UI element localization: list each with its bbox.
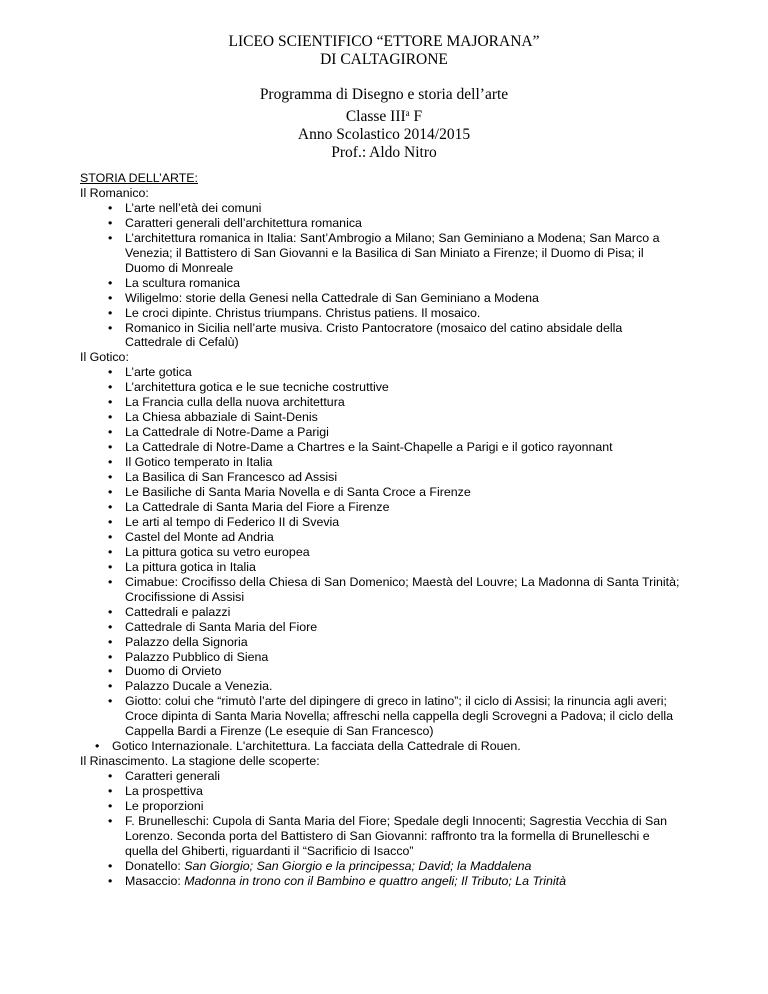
bullet-icon: • bbox=[108, 619, 113, 634]
list-item-text: Palazzo Pubblico di Siena bbox=[125, 649, 269, 664]
bullet-icon: • bbox=[108, 395, 113, 410]
list-item-text: La Chiesa abbaziale di Saint-Denis bbox=[125, 410, 318, 425]
list-item-text: Le Basiliche di Santa Maria Novella e di Santa Croce a Firenze bbox=[125, 485, 471, 500]
bullet-icon: • bbox=[108, 470, 113, 485]
list-item-masaccio: • Masaccio: Madonna in trono con il Bambino e quattro angeli; Il Tributo; La Trinità bbox=[108, 873, 567, 888]
bullet-icon: • bbox=[108, 215, 113, 230]
bullet-icon: • bbox=[108, 499, 113, 514]
section-title: STORIA DELL’ARTE: bbox=[80, 171, 198, 185]
program-header bbox=[0, 86, 768, 162]
program-title: Programma di Disegno e storia dell’arte bbox=[259, 86, 509, 103]
list-item-text: La Francia culla della nuova architettura bbox=[125, 395, 345, 410]
bullet-icon: • bbox=[108, 604, 113, 619]
list-item-text: Palazzo Ducale a Venezia. bbox=[125, 679, 273, 694]
gotico-extra-list bbox=[80, 739, 680, 754]
list-item bbox=[80, 201, 680, 216]
list-item-text: L’arte gotica bbox=[125, 365, 192, 380]
list-item-text: Le proporzioni bbox=[125, 799, 204, 814]
list-item bbox=[80, 545, 680, 560]
bullet-icon: • bbox=[108, 649, 113, 664]
list-item bbox=[80, 799, 680, 814]
list-item-text: Giotto: colui che “rimutò l’arte del dipingere di greco in latino”; il ciclo di Assisi; la rinuncia agli averi; Croce dipinta di Santa Maria Novella; affreschi nella cappella degli Scrovegni a Padova; il ciclo della Cappella Bardi a Firenze (Le esequie di San Francesco) bbox=[125, 694, 674, 739]
list-item bbox=[80, 440, 680, 455]
list-item bbox=[80, 321, 680, 351]
school-year: Anno Scolastico 2014/2015 bbox=[297, 126, 471, 143]
bullet-icon: • bbox=[108, 425, 113, 440]
list-item-donatello: • Donatello: San Giorgio; San Giorgio e la principessa; David; la Maddalena bbox=[108, 858, 532, 873]
bullet-icon: • bbox=[108, 873, 113, 888]
list-item bbox=[80, 664, 680, 679]
gotico-list bbox=[80, 365, 680, 739]
list-item bbox=[80, 530, 680, 545]
list-item-text: L’arte nell’età dei comuni bbox=[125, 200, 262, 215]
bullet-icon: • bbox=[108, 858, 113, 873]
bullet-icon: • bbox=[108, 455, 113, 470]
romanico-list bbox=[80, 201, 680, 351]
list-item-text: La Cattedrale di Notre-Dame a Parigi bbox=[125, 425, 329, 440]
class-label: Classe III$^a$ F bbox=[345, 108, 423, 125]
list-item bbox=[80, 650, 680, 665]
bullet-icon: • bbox=[108, 529, 113, 544]
rinascimento-list bbox=[80, 769, 680, 859]
list-item: • Gotico Internazionale. L'architettura. La facciata della Cattedrale di Rouen. bbox=[95, 739, 521, 754]
list-item-text: Palazzo della Signoria bbox=[125, 634, 248, 649]
bullet-icon: • bbox=[108, 694, 113, 709]
list-item bbox=[80, 620, 680, 635]
bullet-icon: • bbox=[108, 275, 113, 290]
list-item-text: Le arti al tempo di Federico II di Svevia bbox=[125, 514, 340, 529]
list-item-text: Caratteri generali bbox=[125, 769, 221, 784]
list-item-text: La prospettiva bbox=[125, 784, 203, 799]
bullet-icon: • bbox=[108, 813, 113, 828]
bullet-icon: • bbox=[108, 664, 113, 679]
bullet-icon: • bbox=[108, 485, 113, 500]
bullet-icon: • bbox=[108, 799, 113, 814]
list-item bbox=[80, 485, 680, 500]
list-item-text: La pittura gotica in Italia bbox=[125, 559, 256, 574]
list-item-text: Romanico in Sicilia nell’arte musiva. Cristo Pantocratore (mosaico del catino absidale della Cattedrale di Cefalù) bbox=[125, 320, 623, 350]
school-name: LICEO SCIENTIFICO “ETTORE MAJORANA” bbox=[228, 33, 540, 50]
list-item bbox=[80, 306, 680, 321]
list-item bbox=[80, 784, 680, 799]
list-item-text: F. Brunelleschi: Cupola di Santa Maria del Fiore; Spedale degli Innocenti; Sagrestia Vecchia di San Lorenzo. Seconda porta del Battistero di San Giovanni: raffronto tra la formella di Brunelleschi e quella del Ghiberti, riguardanti il “Sacrificio di Isacco” bbox=[125, 813, 668, 858]
bullet-icon: • bbox=[108, 784, 113, 799]
list-item-text: Caratteri generali dell’architettura romanica bbox=[125, 215, 362, 230]
bullet-icon: • bbox=[108, 559, 113, 574]
list-item bbox=[80, 679, 680, 694]
list-item bbox=[80, 560, 680, 575]
bullet-icon: • bbox=[108, 514, 113, 529]
list-item-text: La scultura romanica bbox=[125, 275, 241, 290]
list-item bbox=[80, 231, 680, 276]
list-item-text: Cattedrale di Santa Maria del Fiore bbox=[125, 619, 318, 634]
list-item-text: Wiligelmo: storie della Genesi nella Cattedrale di San Geminiano a Modena bbox=[125, 290, 539, 305]
list-item bbox=[80, 380, 680, 395]
list-item-text: Il Gotico temperato in Italia bbox=[125, 455, 273, 470]
list-item bbox=[80, 410, 680, 425]
list-item bbox=[80, 455, 680, 470]
list-item bbox=[80, 605, 680, 620]
bullet-icon: • bbox=[108, 769, 113, 784]
list-item-text: La Cattedrale di Notre-Dame a Chartres e la Saint-Chapelle a Parigi e il gotico rayonnant bbox=[125, 440, 613, 455]
list-item-text: Le croci dipinte. Christus triumpans. Christus patiens. Il mosaico. bbox=[125, 305, 481, 320]
bullet-icon: • bbox=[108, 679, 113, 694]
bullet-icon: • bbox=[108, 410, 113, 425]
school-header bbox=[0, 33, 768, 69]
bullet-icon: • bbox=[108, 544, 113, 559]
list-item bbox=[80, 515, 680, 530]
list-item bbox=[80, 575, 680, 605]
list-item bbox=[80, 470, 680, 485]
list-item bbox=[80, 291, 680, 306]
bullet-icon: • bbox=[108, 200, 113, 215]
school-city: DI CALTAGIRONE bbox=[320, 51, 448, 68]
rinascimento-heading: Il Rinascimento. La stagione delle scoperte: bbox=[80, 754, 320, 769]
bullet-icon: • bbox=[108, 290, 113, 305]
list-item bbox=[80, 500, 680, 515]
bullet-icon: • bbox=[95, 739, 100, 754]
bullet-icon: • bbox=[108, 440, 113, 455]
list-item-text: La Cattedrale di Santa Maria del Fiore a Firenze bbox=[125, 499, 390, 514]
list-item bbox=[80, 635, 680, 650]
bullet-icon: • bbox=[108, 305, 113, 320]
rinascimento-artists-list bbox=[80, 859, 680, 889]
bullet-icon: • bbox=[108, 574, 113, 589]
list-item-text: Cattedrali e palazzi bbox=[125, 604, 231, 619]
syllabus-body bbox=[80, 171, 680, 889]
list-item-text: Cimabue: Crocifisso della Chiesa di San Domenico; Maestà del Louvre; La Madonna di Santa Trinità; Crocifissione di Assisi bbox=[125, 574, 680, 604]
list-item-text: L’architettura romanica in Italia: Sant’Ambrogio a Milano; San Geminiano a Modena; San Marco a Venezia; il Battistero di San Giovanni e la Basilica di San Miniato a Firenze; il Duomo di Pisa; il Duomo di Monreale bbox=[125, 230, 660, 275]
list-item bbox=[80, 425, 680, 440]
list-item bbox=[80, 365, 680, 380]
list-item-text: Duomo di Orvieto bbox=[125, 664, 222, 679]
list-item bbox=[80, 216, 680, 231]
bullet-icon: • bbox=[108, 365, 113, 380]
bullet-icon: • bbox=[108, 320, 113, 335]
teacher-name: Prof.: Aldo Nitro bbox=[331, 144, 437, 161]
list-item bbox=[80, 276, 680, 291]
bullet-icon: • bbox=[108, 230, 113, 245]
list-item bbox=[80, 769, 680, 784]
bullet-icon: • bbox=[108, 634, 113, 649]
list-item-text: L’architettura gotica e le sue tecniche costruttive bbox=[125, 380, 389, 395]
list-item bbox=[80, 694, 680, 739]
list-item-text: La Basilica di San Francesco ad Assisi bbox=[125, 470, 338, 485]
list-item-text: La pittura gotica su vetro europea bbox=[125, 544, 310, 559]
list-item-text: Castel del Monte ad Andria bbox=[125, 529, 274, 544]
romanico-heading: Il Romanico: bbox=[80, 185, 149, 200]
list-item bbox=[80, 814, 680, 859]
bullet-icon: • bbox=[108, 380, 113, 395]
gotico-heading: Il Gotico: bbox=[80, 350, 129, 365]
list-item bbox=[80, 395, 680, 410]
